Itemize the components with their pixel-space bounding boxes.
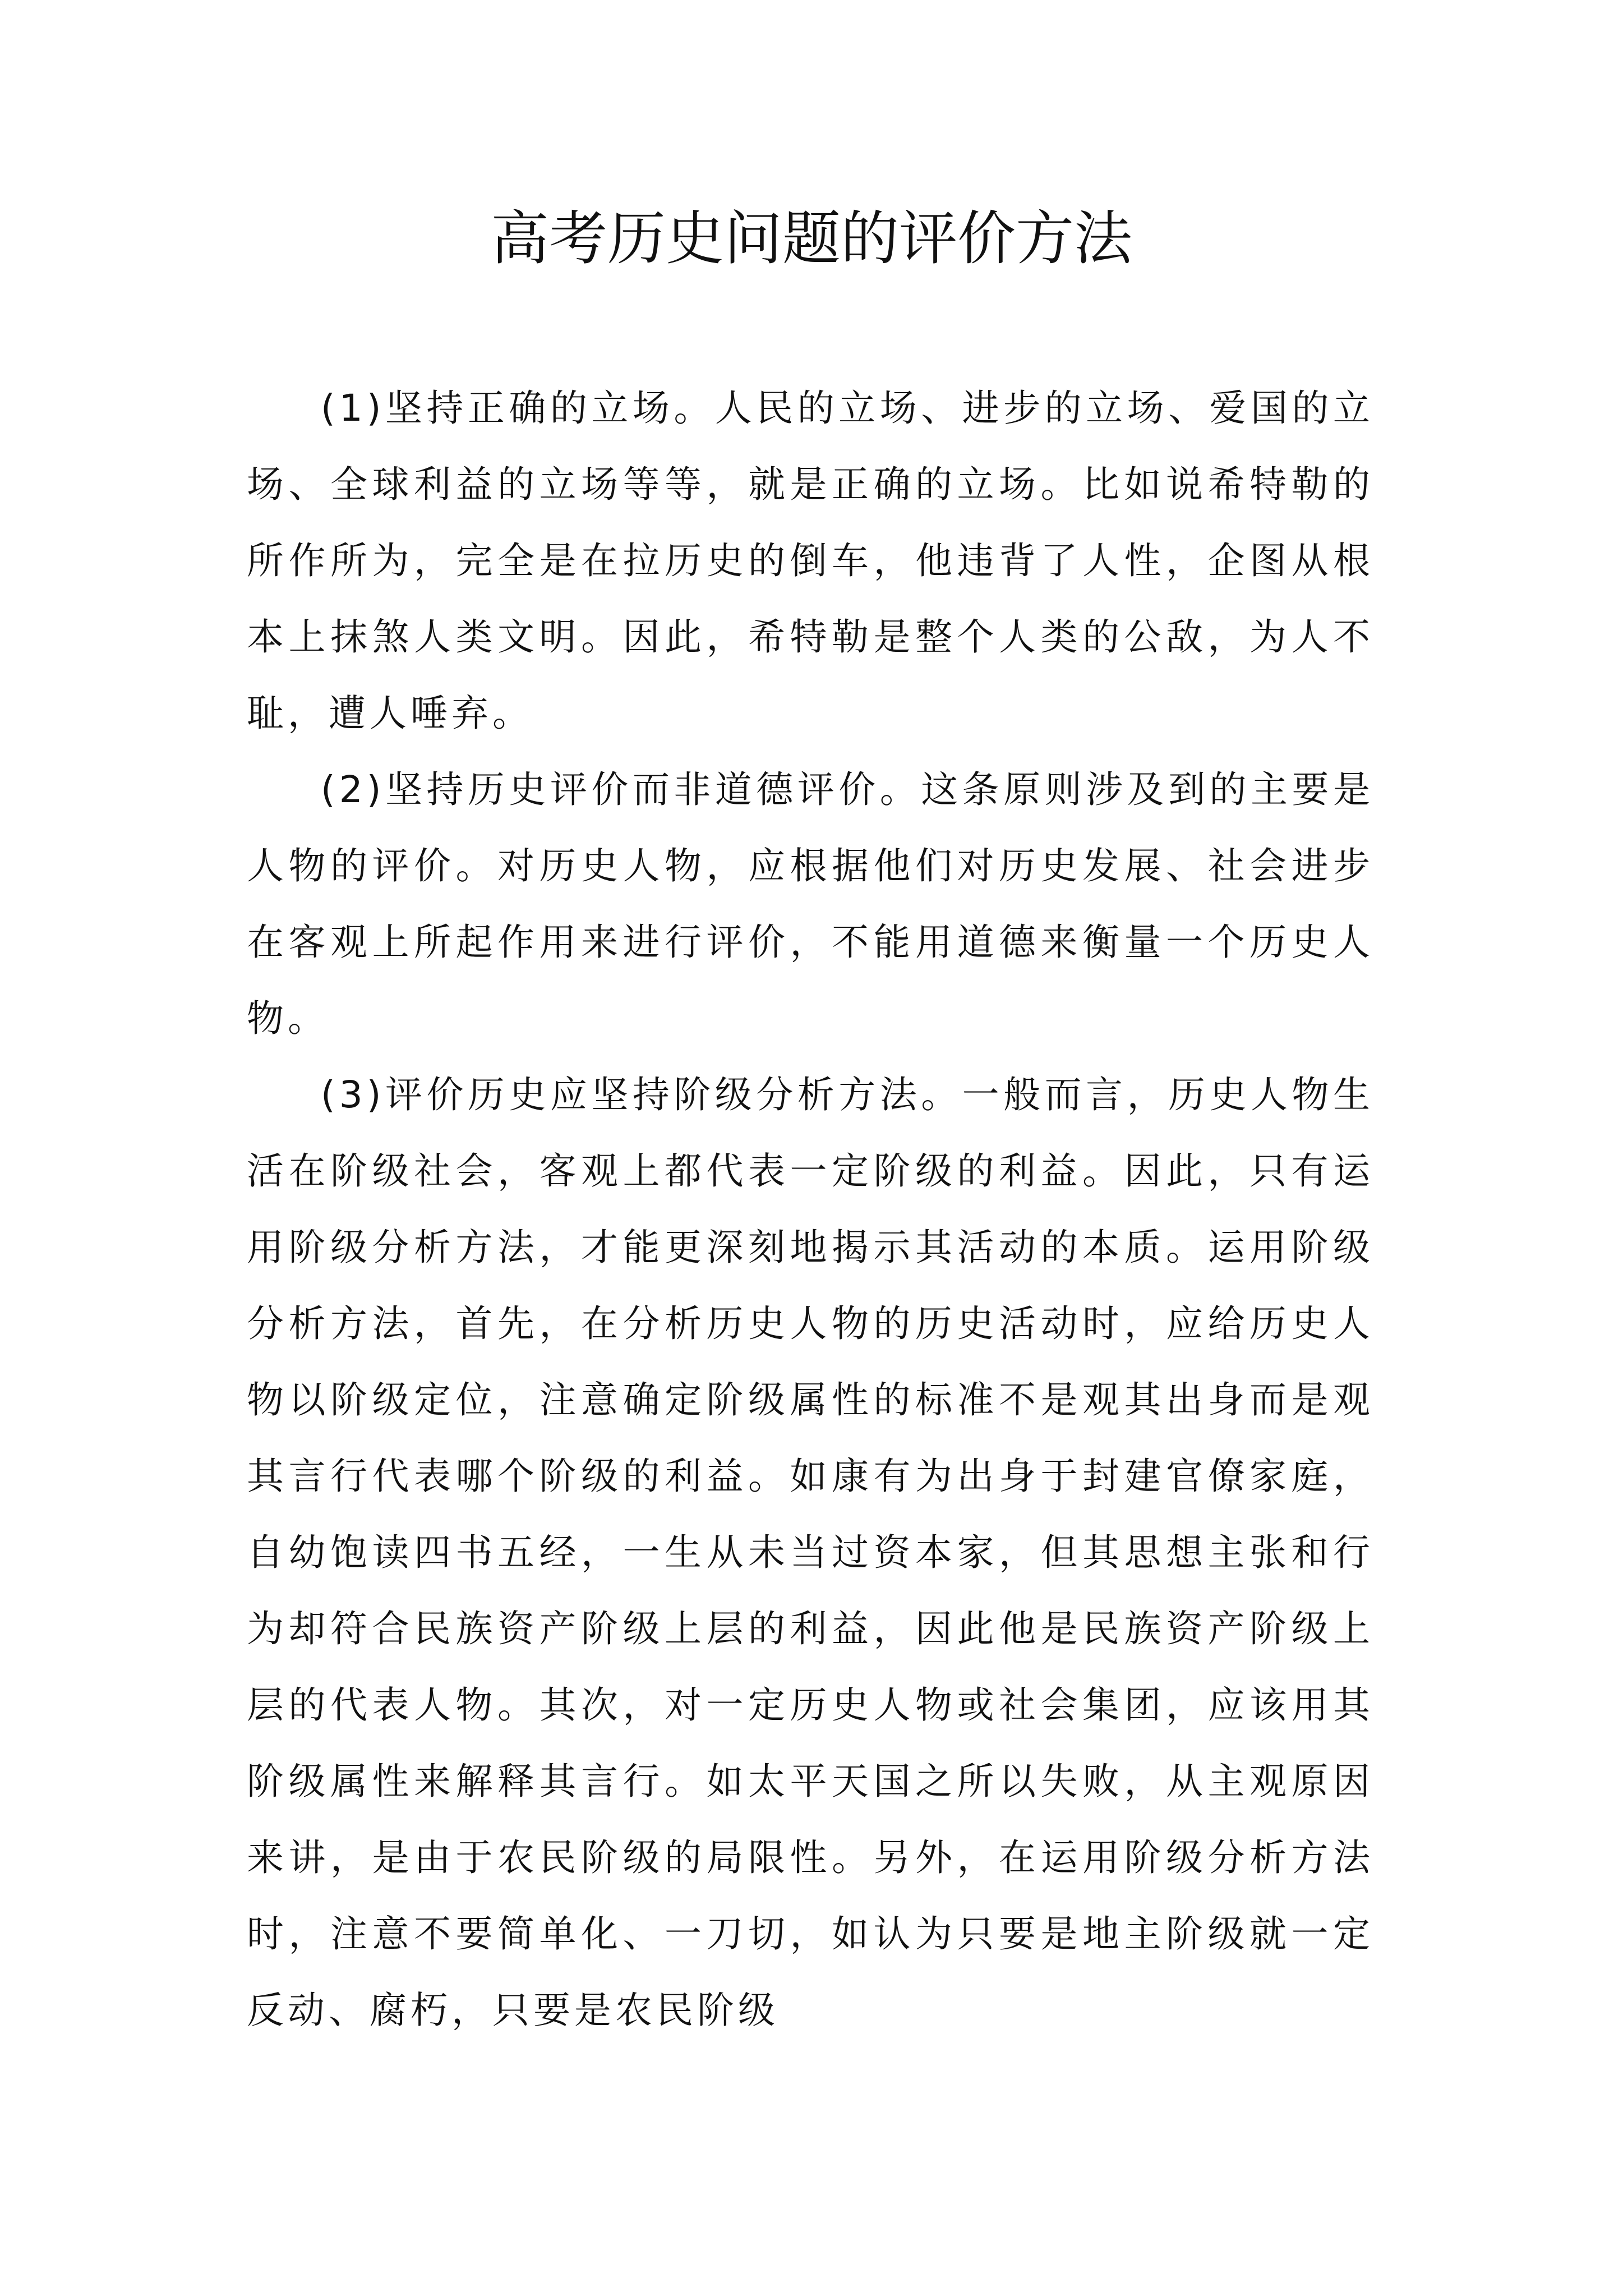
paragraph-1: (1)坚持正确的立场。人民的立场、进步的立场、爱国的立场、全球利益的立场等等，就是正确的立场。比如说希特勒的所作所为，完全是在拉历史的倒车，他违背了人性，企图从根本上抹煞人类文明。因此，希特勒是整个人类的公敌，为人不耻，遭人唾弃。	[247, 386, 1374, 735]
document-body	[247, 370, 1374, 2049]
paragraph-2: (2)坚持历史评价而非道德评价。这条原则涉及到的主要是人物的评价。对历史人物，应根据他们对历史发展、社会进步在客观上所起作用来进行评价，不能用道德来衡量一个历史人物。	[247, 768, 1374, 1040]
paragraph-3: (3)评价历史应坚持阶级分析方法。一般而言，历史人物生活在阶级社会，客观上都代表一定阶级的利益。因此，只有运用阶级分析方法，才能更深刻地揭示其活动的本质。运用阶级分析方法，首先，在分析历史人物的历史活动时，应给历史人物以阶级定位，注意确定阶级属性的标准不是观其出身而是观其言行代表哪个阶级的利益。如康有为出身于封建官僚家庭，自幼饱读四书五经，一生从未当过资本家，但其思想主张和行为却符合民族资产阶级上层的利益，因此他是民族资产阶级上层的代表人物。其次，对一定历史人物或社会集团，应该用其阶级属性来解释其言行。如太平天国之所以失败，从主观原因来讲，是由于农民阶级的局限性。另外，在运用阶级分析方法时，注意不要简单化、一刀切，如认为只要是地主阶级就一定反动、腐朽，只要是农民阶级	[247, 1073, 1374, 2032]
document-title: 高考历史问题的评价方法	[490, 204, 1132, 273]
